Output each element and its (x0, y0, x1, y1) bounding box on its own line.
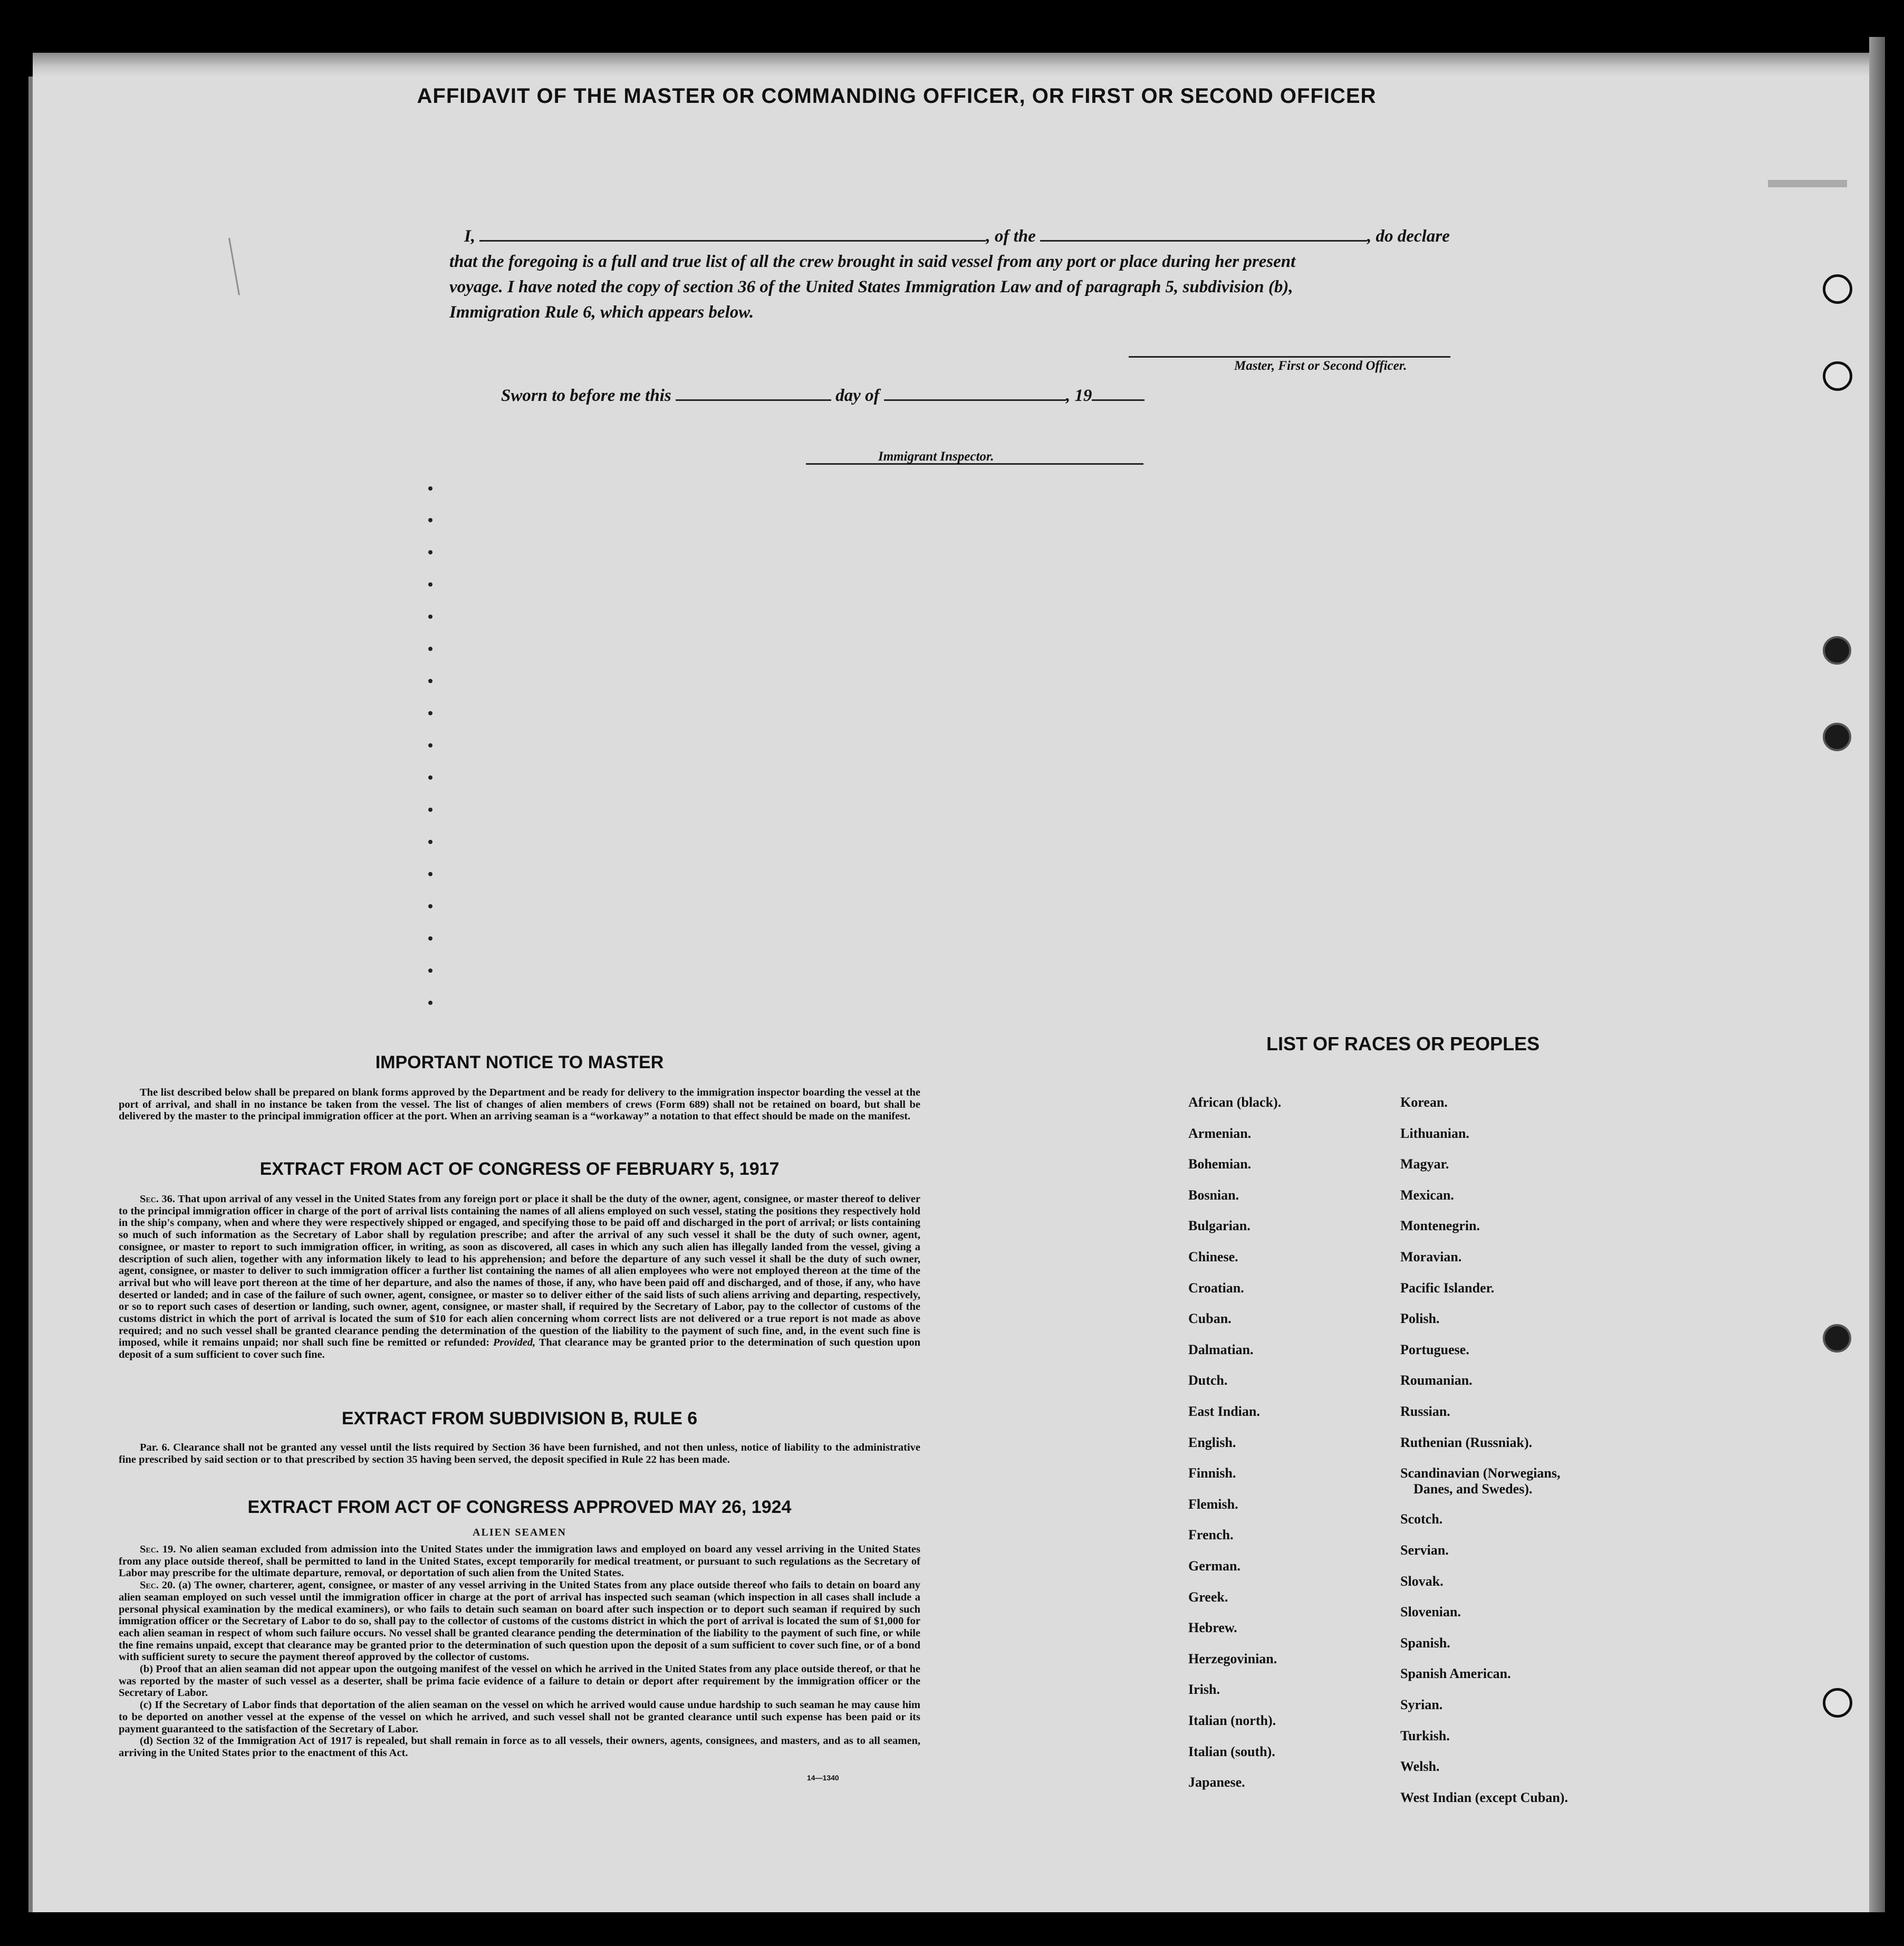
affidavit-line-3: voyage. I have noted the copy of section 36 of the United States Immigration Law and of paragraph 5, subdivision (b), (449, 277, 1293, 296)
race-item: Finnish. (1188, 1465, 1236, 1481)
year-blank[interactable] (1092, 399, 1145, 401)
binder-hole (1823, 361, 1852, 391)
race-item: Portuguese. (1400, 1341, 1469, 1357)
sec-20b: (b) Proof that an alien seaman did not appear upon the outgoing manifest of the vessel on which he arrived in the United States from any place outside thereof, or that he was reported by the master of such vessel as a deserter, shall be prima facie evidence of a failure to detain or deport after requirement by the immigration officer or the Secretary of Labor. (119, 1663, 920, 1699)
race-item: East Indian. (1188, 1404, 1260, 1419)
day-of-label: day of (835, 386, 880, 405)
row-dot (428, 679, 432, 683)
rule6-text: Par. 6. Clearance shall not be granted any vessel until the lists required by Section 36 have been furnished, and not then unless, notice of liability to the administrative fine prescribed by said section or to that prescribed by section 35 having been served, the deposit specified in Rule 22 has been made. (119, 1442, 920, 1465)
race-item: Lithuanian. (1400, 1125, 1469, 1141)
race-item: Flemish. (1188, 1496, 1238, 1512)
race-item: Slovak. (1400, 1573, 1444, 1589)
i-label: I, (464, 227, 476, 246)
stamp-smudge (1768, 180, 1847, 187)
race-item: Scandinavian (Norwegians, (1400, 1465, 1561, 1481)
extract-1924-body (119, 1544, 920, 1759)
race-item: Bulgarian. (1188, 1218, 1251, 1234)
race-item: Chinese. (1188, 1249, 1238, 1264)
race-item: Herzegovinian. (1188, 1651, 1277, 1666)
notice-title: IMPORTANT NOTICE TO MASTER (375, 1052, 664, 1072)
row-dot (428, 969, 432, 973)
row-dot (428, 711, 432, 715)
race-item: Servian. (1400, 1542, 1449, 1558)
race-item: Croatian. (1188, 1280, 1244, 1296)
extract-rule6-body (119, 1442, 920, 1465)
master-caption: Master, First or Second Officer. (1234, 359, 1407, 373)
race-item: Danes, and Swedes). (1413, 1481, 1533, 1497)
race-item: Magyar. (1400, 1156, 1449, 1172)
race-item: Montenegrin. (1400, 1218, 1480, 1234)
vessel-blank[interactable] (1040, 240, 1367, 242)
binder-hole (1823, 1324, 1851, 1353)
race-item: Korean. (1400, 1095, 1448, 1110)
sec-20c: (c) If the Secretary of Labor finds that deportation of the alien seaman on the vessel on which he arrived would cause undue hardship to such seaman he may cause him to be deported on another vessel at the expense of the vessel on which he arrived, and such vessel shall not be granted clearance until such expense has been paid or its payment guaranteed to the satisfaction of the Secretary of Labor. (119, 1699, 920, 1735)
sworn-line (501, 386, 1145, 406)
row-dot (428, 1001, 432, 1005)
race-item: English. (1188, 1434, 1236, 1450)
extract-1917-body (119, 1193, 920, 1361)
race-item: Bosnian. (1188, 1187, 1239, 1203)
row-dot (428, 808, 432, 812)
race-item: Scotch. (1400, 1511, 1443, 1527)
race-item: Italian (north). (1188, 1713, 1276, 1728)
race-item: German. (1188, 1558, 1241, 1574)
race-item: Italian (south). (1188, 1743, 1275, 1759)
race-item: Hebrew. (1188, 1620, 1237, 1636)
notice-body-text: The list described below shall be prepared on blank forms approved by the Department and be ready for delivery to the immigration inspector boarding the vessel at the port of arrival, and shall in no instance be taken from the vessel. The list of changes of alien members of crews (Form 689) shall not be retained on board, but shall be delivered by the master to the principal immigration officer at the port. When an arriving seaman is a “workaway” a notation to that effect should be made on the manifest. (119, 1087, 920, 1123)
race-item: Bohemian. (1188, 1156, 1252, 1172)
row-dot (428, 582, 432, 587)
extract-1924-title: EXTRACT FROM ACT OF CONGRESS APPROVED MAY 26, 1924 (247, 1497, 792, 1517)
of-the-label: , of the (986, 227, 1036, 246)
sworn-label: Sworn to before me this (501, 386, 671, 405)
binder-hole (1823, 723, 1851, 751)
alien-seamen-subtitle: ALIEN SEAMEN (473, 1527, 566, 1538)
race-item: Mexican. (1400, 1187, 1454, 1203)
race-item: Irish. (1188, 1682, 1220, 1698)
row-dot (428, 518, 432, 522)
affidavit-line-2: that the foregoing is a full and true list of all the crew brought in said vessel from any port or place during her present (449, 252, 1296, 271)
row-dot (428, 840, 432, 844)
race-item: Spanish. (1400, 1635, 1450, 1651)
race-item: Welsh. (1400, 1759, 1440, 1775)
races-title: LIST OF RACES OR PEOPLES (1266, 1033, 1540, 1055)
row-dot (428, 550, 432, 554)
sec-20a: Sec. 20. (a) The owner, charterer, agent, consignee, or master of any vessel arriving in the United States from any place outside thereof who fails to detain on board any alien seaman employed on such vessel until the immigration officer in charge at the port of arrival has inspected such seaman (which inspection in all cases shall include a personal physical examination by the medical examiners), or who fails to detain such seaman on board after such inspection or to deport such seaman if required by such immigration officer or the Secretary of Labor to do so, shall pay to the collector of customs of the customs district in which the port of arrival is located the sum of $1,000 for each alien seaman in respect of whom such failure occurs. No vessel shall be granted clearance pending the determination of the liability to the payment of such fine, or while the fine remains unpaid, except that clearance may be granted prior to the determination of such question upon the deposit of a sum sufficient to cover such fine, or of a bond with sufficient surety to secure the payment thereof approved by the collector of customs. (119, 1579, 920, 1663)
race-item: Syrian. (1400, 1697, 1443, 1712)
race-item: French. (1188, 1527, 1234, 1543)
race-item: Greek. (1188, 1589, 1228, 1605)
notice-body (119, 1087, 920, 1123)
race-item: Spanish American. (1400, 1666, 1511, 1682)
race-item: Moravian. (1400, 1249, 1462, 1264)
row-dot (428, 615, 432, 619)
affidavit-title: AFFIDAVIT OF THE MASTER OR COMMANDING OFFICER, OR FIRST OR SECOND OFFICER (417, 84, 1377, 108)
proviso-label: Provided, (493, 1337, 536, 1349)
race-item: African (black). (1188, 1095, 1282, 1110)
race-item: Russian. (1400, 1404, 1450, 1419)
sec-36-label: Sec. 36. (140, 1193, 176, 1205)
race-item: Turkish. (1400, 1728, 1450, 1743)
sec-20d: (d) Section 32 of the Immigration Act of 1917 is repealed, but shall remain in force as to all vessels, their owners, agents, consignees, and masters, and as to all seamen, arriving in the United States prior to the enactment of this Act. (119, 1735, 920, 1759)
inspector-caption: Immigrant Inspector. (878, 449, 994, 464)
race-item: Armenian. (1188, 1125, 1252, 1141)
binder-hole (1823, 274, 1852, 304)
row-dot (428, 904, 432, 908)
year-prefix: , 19 (1065, 386, 1092, 405)
race-item: West Indian (except Cuban). (1400, 1789, 1568, 1805)
binder-hole (1823, 636, 1851, 665)
row-dot (428, 936, 432, 941)
proviso-text: That clearance may be granted prior to the determination of such question upon deposit of a sum sufficient to cover such fine. (119, 1337, 920, 1361)
page-edge-top (33, 53, 1869, 76)
affidavit-line-4: Immigration Rule 6, which appears below. (449, 303, 754, 322)
sec-36-text: That upon arrival of any vessel in the United States from any foreign port or place it shall be the duty of the owner, agent, consignee, or master thereof to deliver to the principal immigration officer in charge of the port of arrival lists containing the names of all aliens employed on such vessel, stating the positions they respectively hold in the ship's company, when and where they were respectively shipped or engaged, and specifying those to be paid off and discharged in the port of arrival; or lists containing so much of such information as the Secretary of Labor shall by regulation prescribe; and after the arrival of any such vessel it shall be the duty of such owner, agent, consignee, or master to report to such immigration officer, in writing, as soon as discovered, all cases in which any such alien has illegally landed from the vessel, giving a description of such alien, together with any information likely to lead to his apprehension; and before the departure of any such vessel it shall be the duty of such owner, agent, consignee, or master to deliver to such immigration officer a further list containing the names of all alien employees who were not employed thereon at the time of the arrival but who will leave port thereon at the time of her departure, and also the names of those, if any, who have been paid off and discharged, and of those, if any, who have deserted or landed; and in case of the failure of such owner, agent, consignee, or master so to deliver either of the said lists of such aliens arriving and departing, respectively, or so to report such cases of desertion or landing, such owner, agent, consignee, or master shall, if required by the Secretary of Labor, pay to the collector of customs of the customs district in which the port of arrival is located the sum of $10 for each alien concerning whom correct lists are not delivered or a true report is not made as above required; and no such vessel shall be granted clearance pending the determination of the question of the liability to the payment of such fine, and, in the event such fine is imposed, while it remains unpaid; nor shall such fine be remitted or refunded: (119, 1193, 920, 1349)
extract-1917-title: EXTRACT FROM ACT OF CONGRESS OF FEBRUARY 5, 1917 (259, 1159, 780, 1179)
form-number: 14—1340 (807, 1774, 839, 1782)
race-item: Cuban. (1188, 1311, 1232, 1327)
row-dot (428, 775, 432, 780)
sec-19: Sec. 19. No alien seaman excluded from admission into the United States under the immigration laws and employed on board any vessel arriving in the United States from any place outside thereof, shall be permitted to land in the United States, except temporarily for medical treatment, or pursuant to such regulations as the Secretary of Labor may prescribe for the ultimate departure, removal, or deportation of such alien from the United States. (119, 1544, 920, 1579)
race-item: Roumanian. (1400, 1373, 1473, 1388)
race-item: Dutch. (1188, 1373, 1228, 1388)
race-item: Polish. (1400, 1311, 1440, 1327)
master-signature-line[interactable] (1129, 356, 1450, 358)
page-edge-right (1869, 37, 1885, 1912)
sworn-day-blank[interactable] (676, 399, 831, 401)
row-dot (428, 743, 432, 747)
race-item: Dalmatian. (1188, 1341, 1254, 1357)
row-dot (428, 486, 432, 491)
race-item: Slovenian. (1400, 1604, 1461, 1620)
do-declare-label: , do declare (1367, 227, 1450, 246)
extract-rule6-title: EXTRACT FROM SUBDIVISION B, RULE 6 (341, 1408, 698, 1429)
binder-hole (1823, 1688, 1852, 1718)
name-blank[interactable] (479, 240, 986, 242)
affidavit-line-1 (464, 227, 1450, 246)
row-dot (428, 872, 432, 876)
pencil-mark (228, 232, 271, 295)
sworn-month-blank[interactable] (884, 399, 1066, 401)
race-item: Pacific Islander. (1400, 1280, 1495, 1296)
row-dot (428, 647, 432, 651)
race-item: Japanese. (1188, 1775, 1245, 1790)
race-item: Ruthenian (Russniak). (1400, 1434, 1532, 1450)
